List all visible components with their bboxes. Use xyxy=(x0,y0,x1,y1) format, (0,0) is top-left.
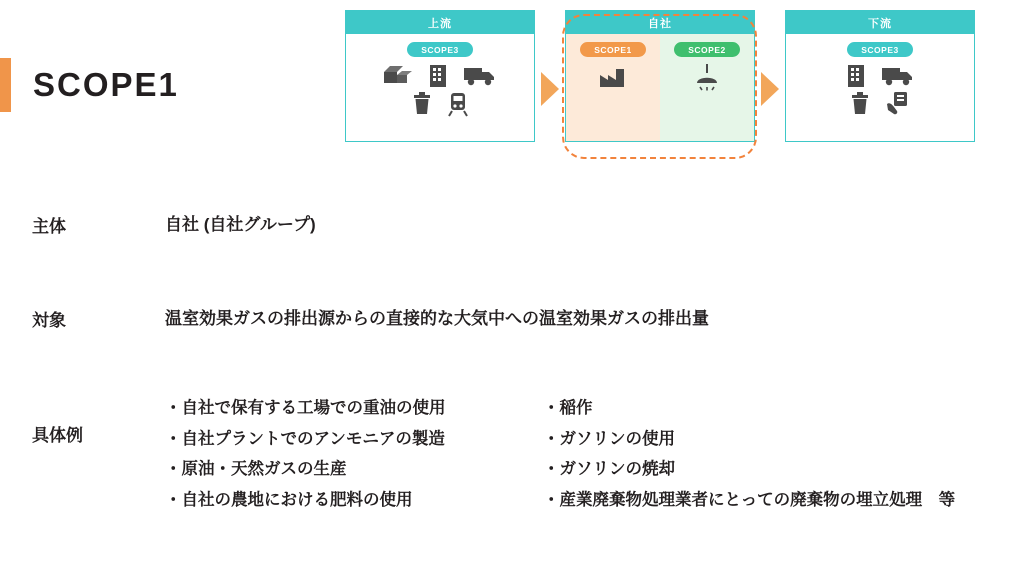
page-title-block xyxy=(0,58,179,112)
panel-upstream xyxy=(345,10,535,142)
scope2-badge: SCOPE2 xyxy=(674,42,740,57)
page-title: SCOPE1 xyxy=(33,66,179,103)
truck-icon xyxy=(463,64,497,88)
scope1-segment xyxy=(566,34,660,141)
panel-own-company-header: 自社 xyxy=(566,11,754,34)
downstream-icon-row-1 xyxy=(786,63,974,89)
row-target-value: 温室効果ガスの排出源からの直接的な大気中への温室効果ガスの排出量 xyxy=(165,308,709,328)
examples-columns xyxy=(165,393,955,515)
panel-downstream xyxy=(785,10,975,142)
panel-upstream-body xyxy=(346,34,534,141)
panel-downstream-header: 下流 xyxy=(786,11,974,34)
flow-arrow-1 xyxy=(541,72,559,106)
flow-arrow-2 xyxy=(761,72,779,106)
list-item: ・ガソリンの焼却 xyxy=(543,460,675,479)
row-examples xyxy=(0,393,1024,515)
scope1-icon-row xyxy=(566,63,660,91)
row-subject-label: 主体 xyxy=(32,217,66,236)
factory-icon xyxy=(597,63,629,91)
list-item: ・稲作 xyxy=(543,399,593,417)
panel-downstream-body xyxy=(786,34,974,141)
panel-own-company xyxy=(565,10,755,142)
scope2-segment xyxy=(660,34,754,141)
list-item: ・産業廃棄物処理業者にとっての廃棄物の埋立処理 等 xyxy=(543,490,956,509)
list-item: ・原油・天然ガスの生産 xyxy=(165,460,347,479)
upstream-icon-row-2 xyxy=(346,91,534,117)
row-subject xyxy=(0,212,1024,238)
list-item: ・ガソリンの使用 xyxy=(543,429,675,448)
scope-flow-diagram xyxy=(345,10,975,142)
boxes-icon xyxy=(383,63,413,89)
examples-column-1 xyxy=(165,393,517,515)
trash-bin-icon xyxy=(411,91,433,117)
trash-bin-icon xyxy=(849,91,871,117)
row-target-label: 対象 xyxy=(32,310,66,330)
panel-upstream-header: 上流 xyxy=(346,11,534,34)
scope2-icon-row xyxy=(660,63,754,91)
truck-icon xyxy=(881,64,915,88)
hand-product-icon xyxy=(885,91,911,117)
list-item: ・自社の農地における肥料の使用 xyxy=(165,490,413,509)
examples-column-2 xyxy=(543,393,955,515)
panel-own-company-body xyxy=(566,34,754,141)
row-target xyxy=(0,306,1024,332)
scope1-badge: SCOPE1 xyxy=(580,42,646,57)
row-examples-label: 具体例 xyxy=(32,426,83,445)
list-item: ・自社プラントでのアンモニアの製造 xyxy=(165,429,445,448)
title-accent-bar xyxy=(0,58,11,112)
office-building-icon xyxy=(427,63,449,89)
upstream-icon-row-1 xyxy=(346,63,534,89)
ceiling-lamp-icon xyxy=(691,63,723,91)
scope3-badge-downstream: SCOPE3 xyxy=(847,42,913,57)
scope3-badge-upstream: SCOPE3 xyxy=(407,42,473,57)
office-building-icon xyxy=(845,63,867,89)
row-subject-value: 自社 (自社グループ) xyxy=(165,215,316,234)
downstream-icon-row-2 xyxy=(786,91,974,117)
detail-rows xyxy=(0,200,1024,515)
list-item: ・自社で保有する工場での重油の使用 xyxy=(165,399,446,417)
train-icon xyxy=(447,91,469,117)
